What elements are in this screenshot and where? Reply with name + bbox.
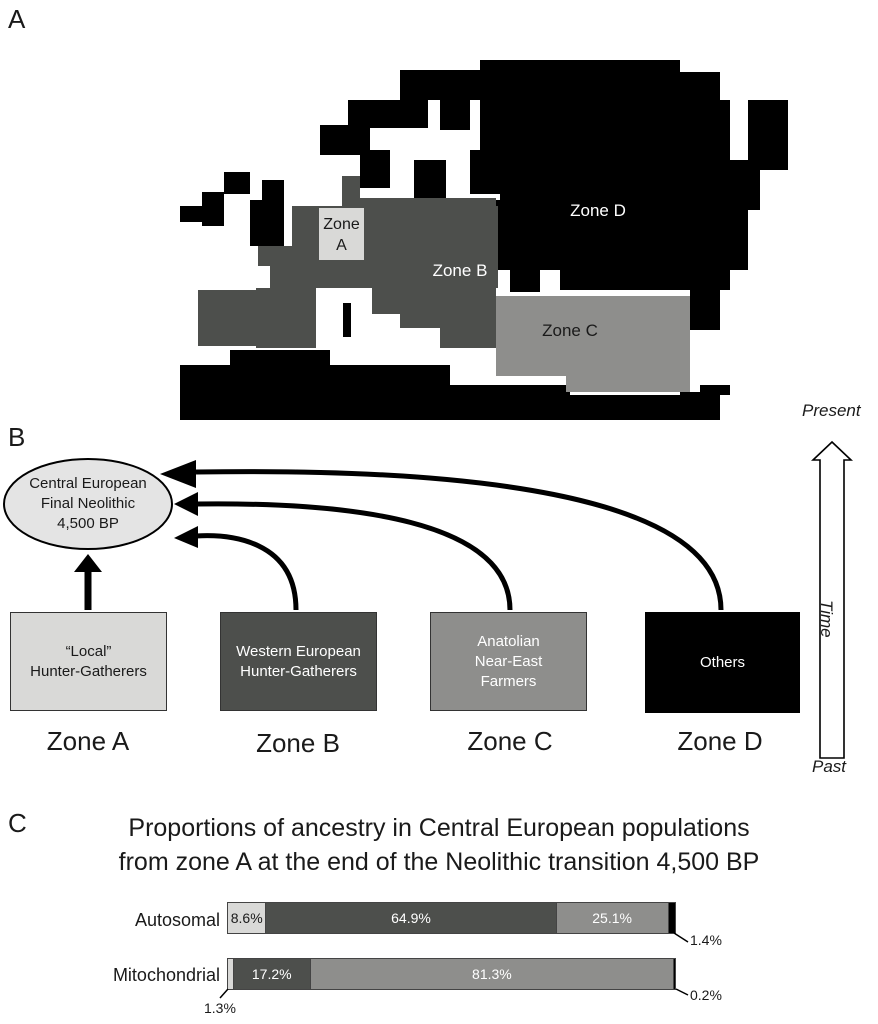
callout-mitochondrial-others [676,989,688,995]
panel-letter-b: B [8,422,26,452]
bar-callouts [0,880,878,1024]
target-label-line3: 4,500 BP [57,515,119,532]
timeline-present-label: Present [802,401,861,420]
panel-letter-a: A [8,4,26,34]
bar-0-segment-zone-b: 64.9% [266,903,556,933]
map-zone-b-label: Zone B [432,261,488,280]
source-box-local-hunter-gatherers [10,612,167,711]
bar-0-segment-zone-a: 8.6% [228,903,266,933]
source-box-western-european-hunter-gatherers [220,612,377,711]
bar-1-segment-zone-b: 17.2% [234,959,311,989]
europe-map [0,0,878,430]
map-zone-a-label-line1: Zone [323,216,360,233]
target-label-line1: Central European [29,475,147,492]
target-label [8,474,168,534]
source-box-zone-b-line1: Western European [236,642,361,660]
source-box-anatolian-farmers [430,612,587,711]
mitochondrial-zone-a-value: 1.3% [204,1000,236,1016]
bar-1-segment-zone-c: 81.3% [311,959,674,989]
map-zone-a-label-line2: A [336,237,347,254]
timeline-time-label: Time [817,600,836,638]
zone-caption-a: Zone A [46,726,130,756]
source-box-zone-a-line1: “Local” [65,642,112,660]
callout-autosomal-others [674,933,688,942]
ancestry-title-line2: from zone A at the end of the Neolithic transition 4,500 BP [118,848,760,876]
zone-caption-c: Zone C [467,726,553,756]
map-zone-d-label: Zone D [570,201,626,220]
arrowhead-zone-c [174,492,198,516]
zone-caption-b: Zone B [256,728,340,758]
bar-label-autosomal: Autosomal [134,910,220,930]
source-box-others [645,612,800,713]
map-zone-c-label: Zone C [542,321,598,340]
target-label-line2: Final Neolithic [40,495,136,512]
arrowhead-zone-a [74,554,102,572]
map-zone-c-region [496,296,690,392]
source-box-zone-c-line2: Near-East [474,652,543,670]
source-box-zone-c-line3: Farmers [480,672,537,690]
source-box-zone-c-line1: Anatolian [477,632,540,650]
arrow-zone-c [196,504,510,610]
timeline-past-label: Past [812,757,847,776]
source-box-zone-a-line2: Hunter-Gatherers [30,662,147,680]
mitochondrial-others-value: 0.2% [690,987,722,1003]
autosomal-others-value: 1.4% [690,932,722,948]
ancestry-title-line1: Proportions of ancestry in Central European populations [128,814,750,842]
source-box-zone-b-line2: Hunter-Gatherers [240,662,357,680]
arrow-zone-b [196,536,296,610]
bar-0-segment-zone-c: 25.1% [557,903,669,933]
map-zone-a-label [309,214,374,256]
callout-mitochondrial-zone-a [220,989,228,998]
zone-caption-d: Zone D [677,726,763,756]
panel-letter-c: C [8,808,27,838]
source-box-zone-d-line1: Others [699,653,745,671]
arrowhead-zone-b [174,526,198,548]
bar-label-mitochondrial: Mitochondrial [112,965,220,985]
